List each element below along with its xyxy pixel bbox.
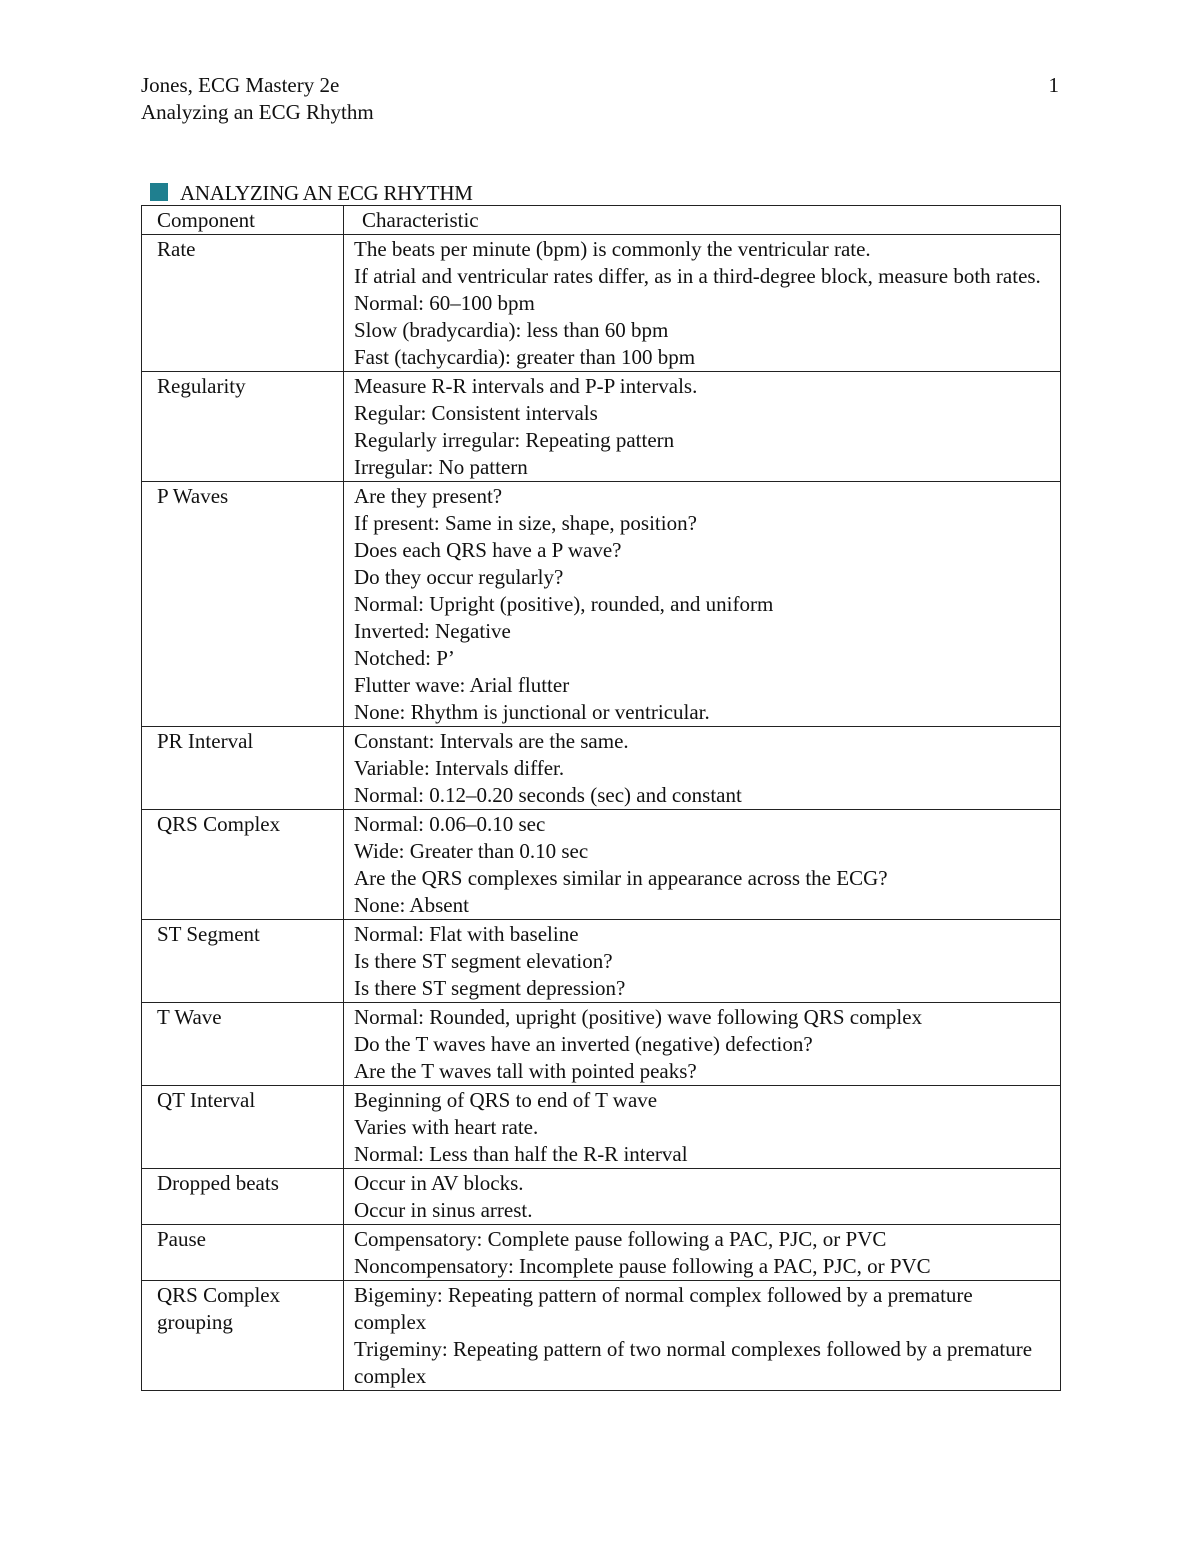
- characteristic-line: Are the QRS complexes similar in appearance across the ECG?: [354, 866, 888, 890]
- table-row: [142, 1281, 1061, 1391]
- page-header: [141, 72, 1059, 126]
- characteristic-cell: [344, 1281, 1061, 1391]
- characteristic-line: Do the T waves have an inverted (negative) defection?: [354, 1032, 813, 1056]
- characteristic-cell: [344, 1086, 1061, 1169]
- characteristic-line: Irregular: No pattern: [354, 455, 528, 479]
- component-cell: Pause: [142, 1225, 344, 1281]
- characteristic-line: Normal: Less than half the R-R interval: [354, 1142, 688, 1166]
- characteristic-cell: [344, 727, 1061, 810]
- table-row: [142, 235, 1061, 372]
- table-header-row: [142, 206, 1061, 235]
- characteristic-line: Regular: Consistent intervals: [354, 401, 598, 425]
- column-header-component: Component: [142, 206, 344, 235]
- characteristic-line: Normal: Rounded, upright (positive) wave following QRS complex: [354, 1005, 923, 1029]
- characteristic-line: Compensatory: Complete pause following a PAC, PJC, or PVC: [354, 1227, 887, 1251]
- ecg-rhythm-table: [141, 205, 1061, 1391]
- section-title-text: ANALYZING AN ECG RHYTHM: [180, 181, 473, 205]
- component-cell: T Wave: [142, 1003, 344, 1086]
- characteristic-line: Fast (tachycardia): greater than 100 bpm: [354, 345, 696, 369]
- characteristic-cell: [344, 372, 1061, 482]
- characteristic-line: Noncompensatory: Incomplete pause following a PAC, PJC, or PVC: [354, 1254, 931, 1278]
- characteristic-line: If atrial and ventricular rates differ, as in a third-degree block, measure both rates.: [354, 264, 1041, 288]
- table-row: [142, 920, 1061, 1003]
- header-top-row: [141, 72, 1059, 99]
- document-subtitle: Analyzing an ECG Rhythm: [141, 100, 374, 124]
- square-bullet-icon: [150, 183, 168, 201]
- characteristic-line: Is there ST segment depression?: [354, 976, 626, 1000]
- characteristic-line: Is there ST segment elevation?: [354, 949, 613, 973]
- component-cell: QT Interval: [142, 1086, 344, 1169]
- table-row: [142, 810, 1061, 920]
- component-cell: Dropped beats: [142, 1169, 344, 1225]
- column-header-characteristic: Characteristic: [344, 206, 1061, 235]
- characteristic-line: Flutter wave: Arial flutter: [354, 673, 570, 697]
- table-row: [142, 1086, 1061, 1169]
- running-title: Jones, ECG Mastery 2e: [141, 73, 340, 97]
- table-row: [142, 1225, 1061, 1281]
- characteristic-line: Normal: Upright (positive), rounded, and uniform: [354, 592, 774, 616]
- characteristic-line: Notched: P’: [354, 646, 455, 670]
- characteristic-line: Measure R-R intervals and P-P intervals.: [354, 374, 698, 398]
- characteristic-line: Occur in AV blocks.: [354, 1171, 524, 1195]
- characteristic-line: If present: Same in size, shape, position?: [354, 511, 697, 535]
- characteristic-line: Beginning of QRS to end of T wave: [354, 1088, 658, 1112]
- characteristic-line: Variable: Intervals differ.: [354, 756, 565, 780]
- table-row: [142, 1003, 1061, 1086]
- table-row: [142, 372, 1061, 482]
- characteristic-line: Regularly irregular: Repeating pattern: [354, 428, 675, 452]
- characteristic-line: Does each QRS have a P wave?: [354, 538, 622, 562]
- table-row: [142, 1169, 1061, 1225]
- characteristic-line: The beats per minute (bpm) is commonly the ventricular rate.: [354, 237, 871, 261]
- characteristic-line: Normal: 0.12–0.20 seconds (sec) and constant: [354, 783, 742, 807]
- component-cell: P Waves: [142, 482, 344, 727]
- characteristic-cell: [344, 482, 1061, 727]
- characteristic-cell: [344, 1169, 1061, 1225]
- table-body: [142, 235, 1061, 1391]
- characteristic-line: Inverted: Negative: [354, 619, 511, 643]
- characteristic-line: Are the T waves tall with pointed peaks?: [354, 1059, 697, 1083]
- characteristic-line: Do they occur regularly?: [354, 565, 564, 589]
- component-cell: QRS Complex: [142, 810, 344, 920]
- characteristic-line: Occur in sinus arrest.: [354, 1198, 533, 1222]
- characteristic-line: Normal: Flat with baseline: [354, 922, 579, 946]
- characteristic-line: Bigeminy: Repeating pattern of normal complex followed by a premature complex: [354, 1283, 973, 1334]
- characteristic-line: Normal: 60–100 bpm: [354, 291, 535, 315]
- characteristic-line: None: Absent: [354, 893, 469, 917]
- characteristic-line: Trigeminy: Repeating pattern of two normal complexes followed by a premature complex: [354, 1337, 1033, 1388]
- table-row: [142, 482, 1061, 727]
- characteristic-cell: [344, 235, 1061, 372]
- component-cell: QRS Complex grouping: [142, 1281, 344, 1391]
- component-cell: Regularity: [142, 372, 344, 482]
- characteristic-line: Are they present?: [354, 484, 503, 508]
- characteristic-cell: [344, 920, 1061, 1003]
- characteristic-cell: [344, 1003, 1061, 1086]
- characteristic-line: Constant: Intervals are the same.: [354, 729, 629, 753]
- characteristic-line: None: Rhythm is junctional or ventricular.: [354, 700, 710, 724]
- table-row: [142, 727, 1061, 810]
- characteristic-cell: [344, 1225, 1061, 1281]
- characteristic-line: Varies with heart rate.: [354, 1115, 539, 1139]
- characteristic-line: Slow (bradycardia): less than 60 bpm: [354, 318, 669, 342]
- characteristic-line: Normal: 0.06–0.10 sec: [354, 812, 546, 836]
- component-cell: ST Segment: [142, 920, 344, 1003]
- page-number: 1: [1048, 73, 1059, 97]
- characteristic-line: Wide: Greater than 0.10 sec: [354, 839, 589, 863]
- section-heading: [150, 180, 473, 206]
- component-cell: PR Interval: [142, 727, 344, 810]
- characteristic-cell: [344, 810, 1061, 920]
- component-cell: Rate: [142, 235, 344, 372]
